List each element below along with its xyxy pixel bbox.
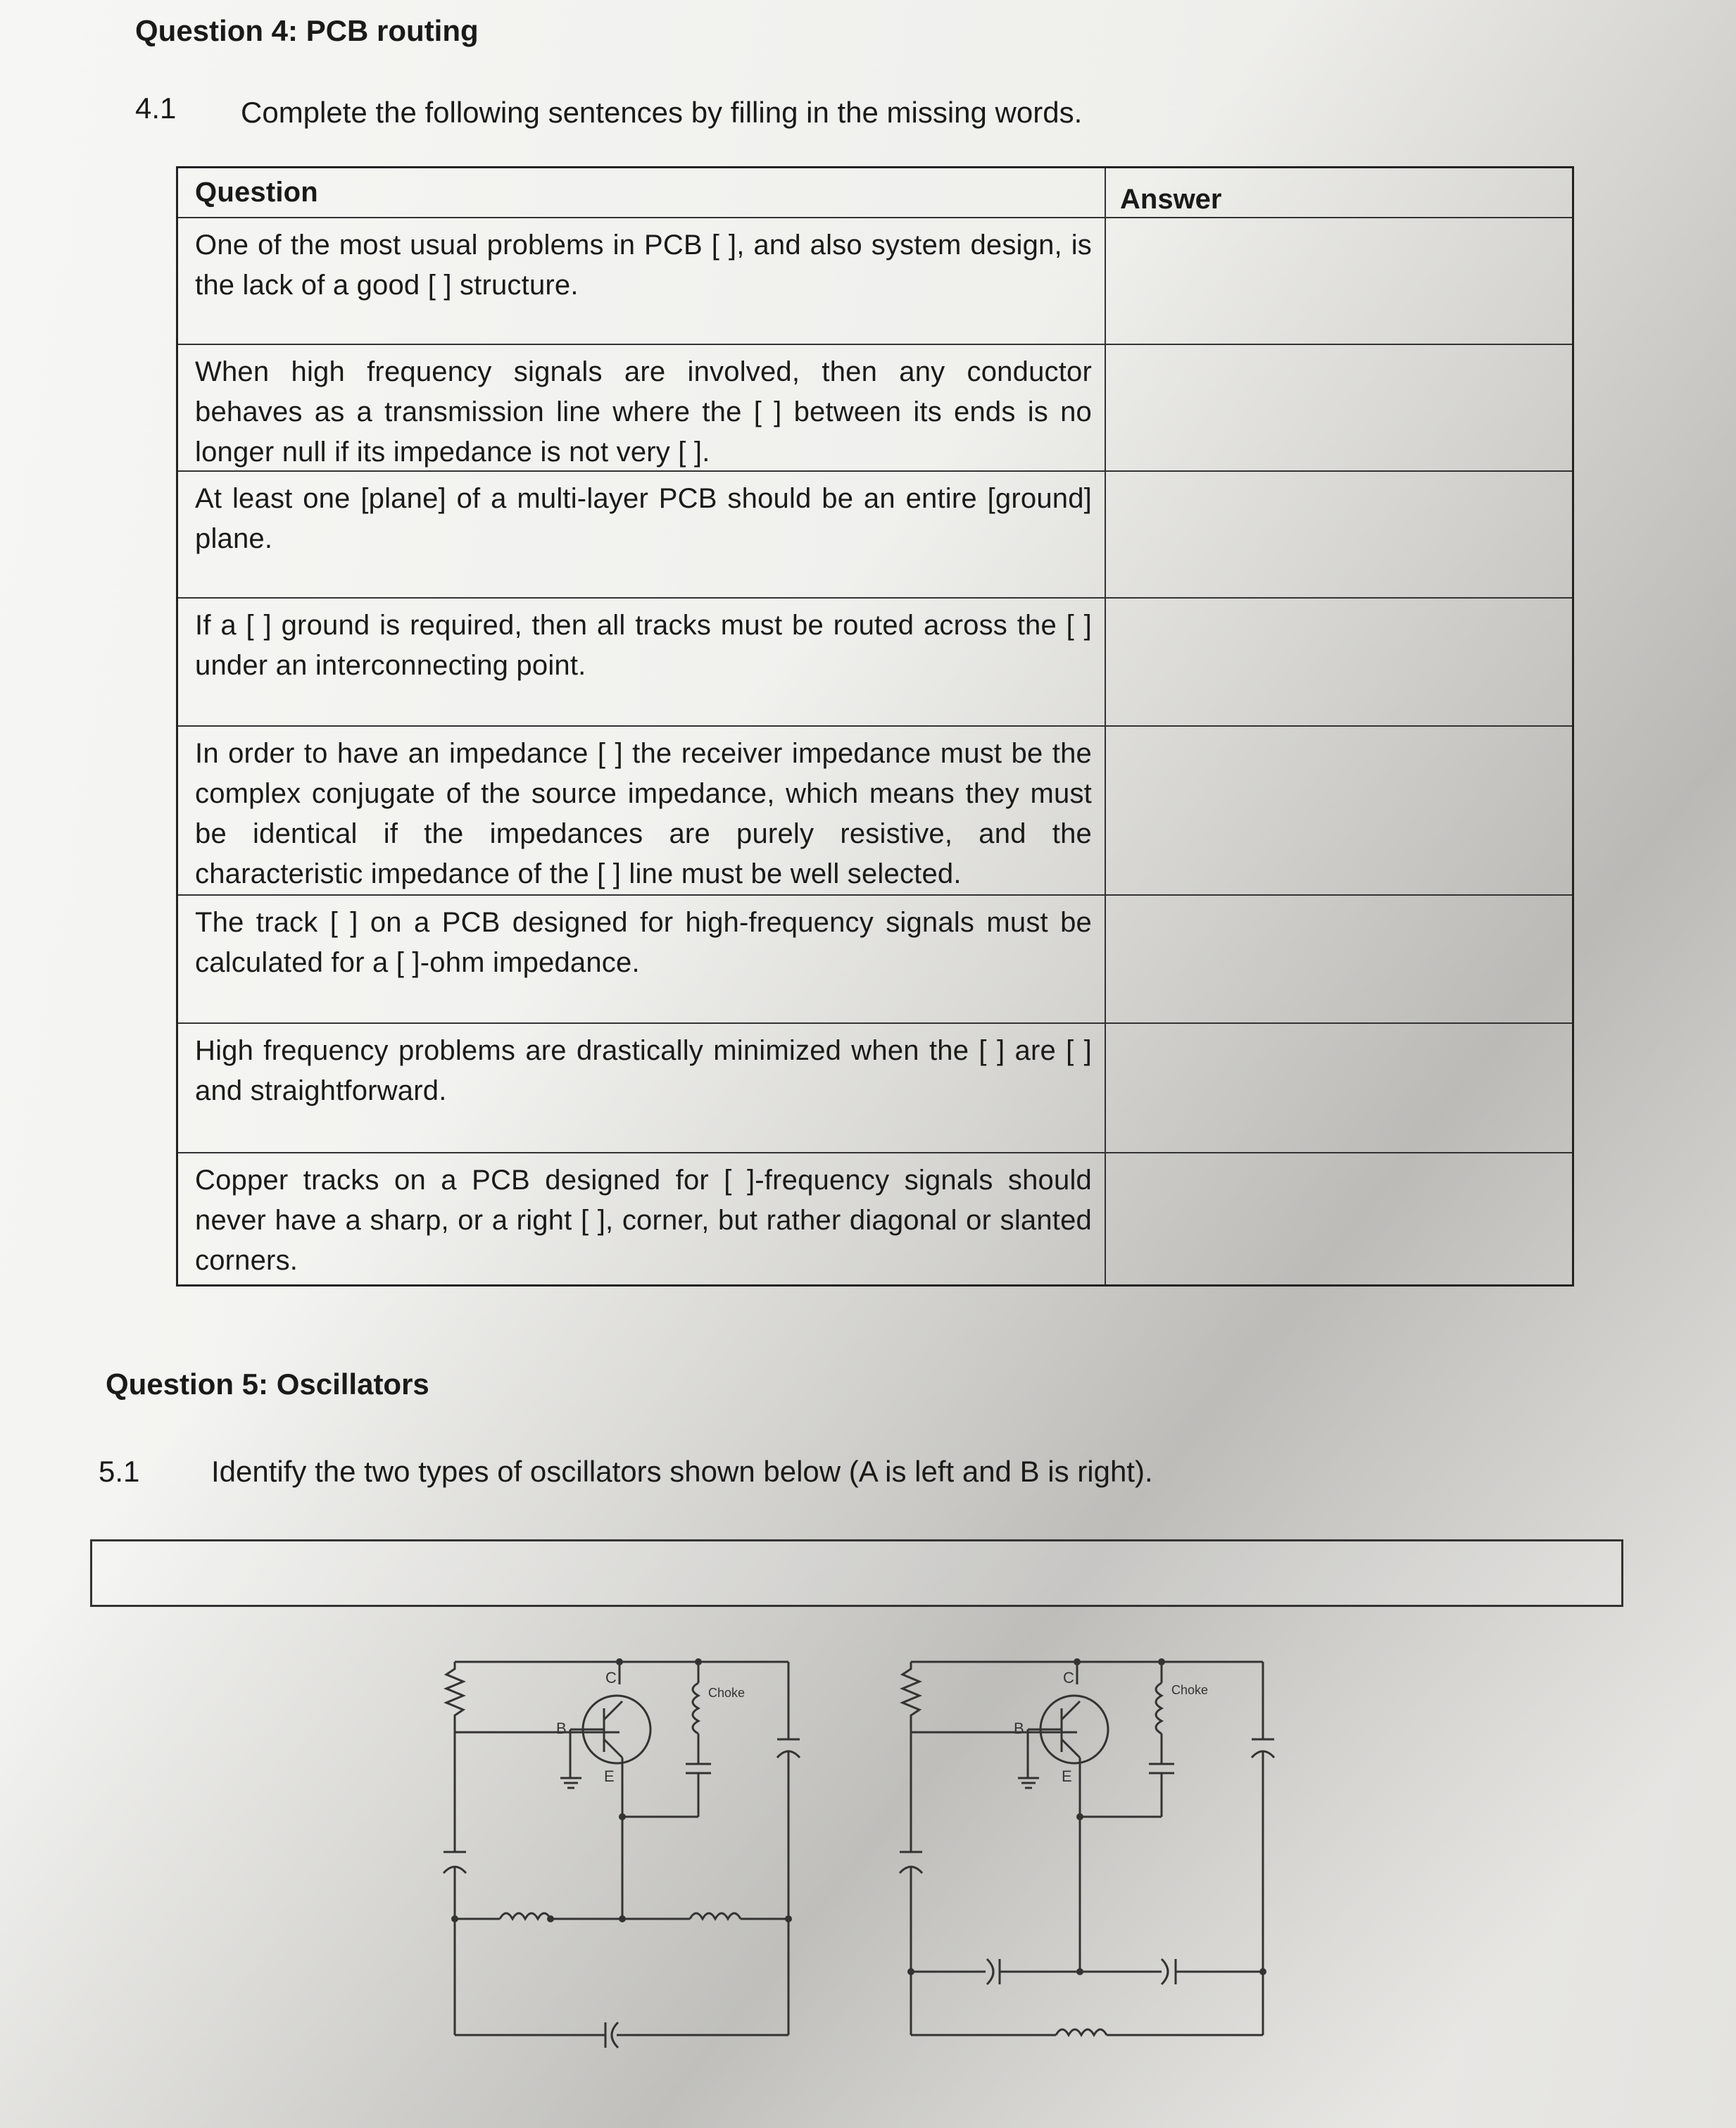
question-cell: If a [ ] ground is required, then all tracks must be routed across the [ ] under an interconnecting point. xyxy=(178,599,1106,725)
tank-inductor-icon xyxy=(500,1913,551,1919)
question-cell: At least one [plane] of a multi-layer PCB should be an entire [ground] plane. xyxy=(178,472,1106,597)
question-cell: One of the most usual problems in PCB [ ], and also system design, is the lack of a good [ ] structure. xyxy=(178,218,1106,344)
q4-1-number: 4.1 xyxy=(135,92,177,125)
table-row xyxy=(178,1022,1572,1152)
emitter-label-a: E xyxy=(604,1767,615,1785)
answer-cell[interactable] xyxy=(1106,345,1572,470)
question-cell: High frequency problems are drastically minimized when the [ ] are [ ] and straightforward. xyxy=(178,1024,1106,1152)
base-label-b: B xyxy=(1014,1720,1024,1737)
resistor-icon xyxy=(902,1662,919,1852)
table-row xyxy=(178,344,1572,470)
tank-capacitor-icon xyxy=(1162,1959,1168,1984)
collector-label-a: C xyxy=(605,1669,617,1686)
emitter-label-b: E xyxy=(1062,1767,1072,1785)
q5-1-instruction: Identify the two types of oscillators shown below (A is left and B is right). xyxy=(211,1455,1153,1488)
question-cell: In order to have an impedance [ ] the receiver impedance must be the complex conjugate of the source impedance, which means they must be identical if the impedances are purely resistive, and the characteristic impedance of the [ ] line must be well selected. xyxy=(178,727,1106,894)
base-label-a: B xyxy=(556,1720,567,1737)
answer-cell[interactable] xyxy=(1106,599,1572,725)
resistor-icon xyxy=(446,1662,463,1852)
answer-cell[interactable] xyxy=(1106,472,1572,597)
choke-label-b: Choke xyxy=(1171,1683,1209,1697)
table-row xyxy=(178,1152,1572,1284)
choke-label-a: Choke xyxy=(708,1686,746,1700)
answer-cell[interactable] xyxy=(1106,1024,1572,1152)
choke-inductor-icon xyxy=(693,1683,698,1734)
table-row xyxy=(178,597,1572,725)
header-question: Question xyxy=(178,168,1106,217)
oscillator-circuits xyxy=(394,1641,1309,2063)
fill-in-table xyxy=(176,166,1574,1287)
collector-label-b: C xyxy=(1063,1669,1074,1686)
table-row xyxy=(178,725,1572,894)
choke-inductor-icon xyxy=(1156,1683,1162,1734)
answer-cell[interactable] xyxy=(1106,727,1572,894)
answer-cell[interactable] xyxy=(1106,218,1572,344)
oscillator-diagrams-svg xyxy=(394,1641,1309,2063)
header-answer: Answer xyxy=(1120,184,1222,215)
q5-answer-box[interactable] xyxy=(90,1539,1623,1607)
q4-1-instruction: Complete the following sentences by filling in the missing words. xyxy=(241,96,1083,129)
question-cell: The track [ ] on a PCB designed for high-frequency signals must be calculated for a [ ]-ohm impedance. xyxy=(178,896,1106,1022)
table-header-row xyxy=(178,168,1572,217)
q5-1-number: 5.1 xyxy=(99,1455,140,1488)
circuit-a xyxy=(444,1662,800,2048)
question-cell: Copper tracks on a PCB designed for [ ]-frequency signals should never have a sharp, or a right [ ], corner, but rather diagonal or slanted corners. xyxy=(178,1153,1106,1284)
answer-cell[interactable] xyxy=(1106,896,1572,1022)
table-row xyxy=(178,894,1572,1022)
answer-cell[interactable] xyxy=(1106,1153,1572,1284)
table-row xyxy=(178,217,1572,344)
circuit-b xyxy=(900,1662,1274,2035)
tank-inductor-icon xyxy=(1056,2029,1107,2035)
table-row xyxy=(178,470,1572,597)
question-cell: When high frequency signals are involved, then any conductor behaves as a transmission line where the [ ] between its ends is no longer null if its impedance is not very [ ]. xyxy=(178,345,1106,470)
q5-heading: Question 5: Oscillators xyxy=(106,1367,429,1401)
q4-heading: Question 4: PCB routing xyxy=(135,14,479,47)
